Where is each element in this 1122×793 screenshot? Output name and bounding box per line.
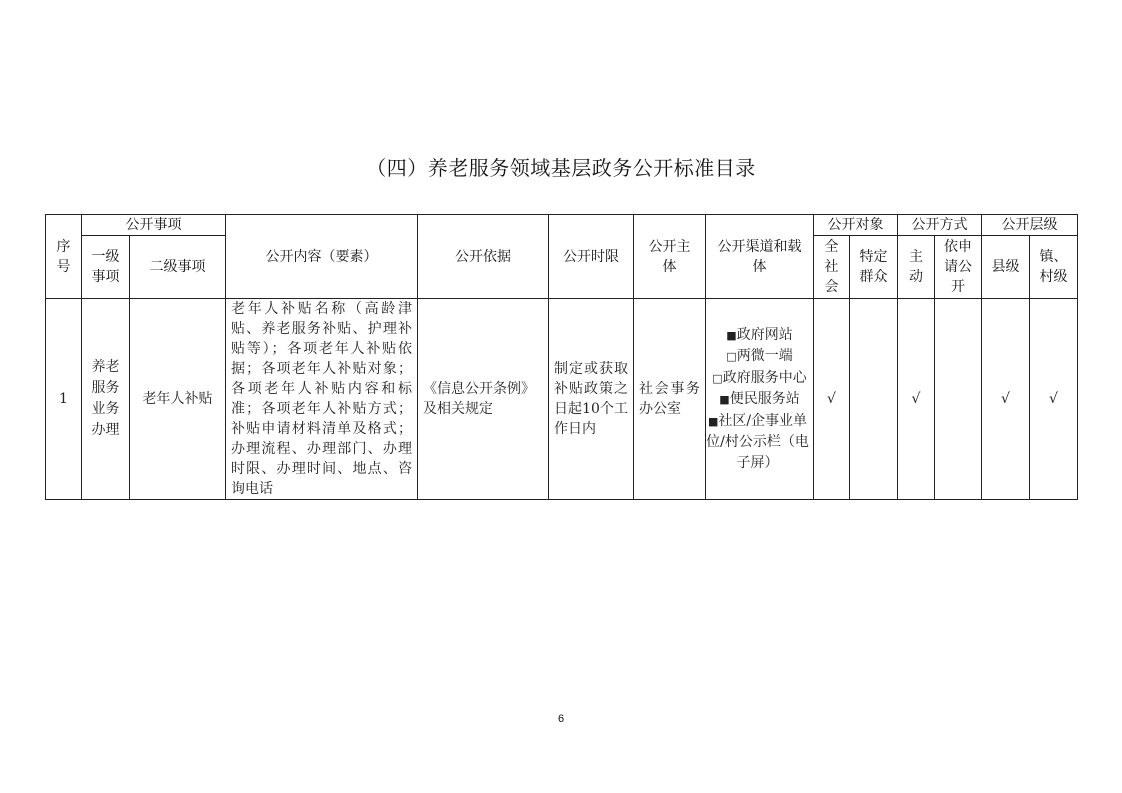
- filled-square-icon: ■: [726, 328, 737, 342]
- header-subject: 公开主体: [634, 215, 706, 299]
- channel-item: ■便民服务站: [719, 391, 800, 408]
- header-level1: 一级事项: [82, 236, 130, 299]
- header-level-group: 公开层级: [982, 215, 1078, 236]
- row-level-town: √: [1030, 299, 1078, 500]
- header-method-request: 依申请公开: [935, 236, 982, 299]
- header-target-group: 公开对象: [814, 215, 898, 236]
- table-row: [46, 299, 1078, 500]
- row-target-specific: [850, 299, 898, 500]
- channel-item: □政府服务中心: [712, 369, 807, 386]
- row-basis: 《信息公开条例》及相关规定: [418, 299, 549, 500]
- filled-square-icon: ■: [719, 393, 730, 407]
- empty-square-icon: □: [712, 371, 723, 385]
- header-target-specific: 特定群众: [850, 236, 898, 299]
- header-seq: 序号: [46, 215, 82, 299]
- header-basis: 公开依据: [418, 215, 549, 299]
- header-time-limit: 公开时限: [549, 215, 634, 299]
- row-method-active: √: [898, 299, 935, 500]
- header-channel: 公开渠道和载体: [706, 215, 814, 299]
- row-method-request: [935, 299, 982, 500]
- header-level2: 二级事项: [130, 236, 226, 299]
- row-content: 老年人补贴名称（高龄津贴、养老服务补贴、护理补贴等）；各项老年人补贴依据；各项老年人补贴对象；各项老年人补贴内容和标准；各项老年人补贴方式；补贴申请材料清单及格式；办理流程、办理部门、办理时限、办理时间、地点、咨询电话: [226, 299, 418, 500]
- row-seq: 1: [46, 299, 82, 500]
- document-title: （四）养老服务领域基层政务公开标准目录: [366, 156, 756, 180]
- header-target-all: 全社会: [814, 236, 850, 299]
- channel-item: □两微一端: [726, 348, 793, 365]
- row-level2: 老年人补贴: [130, 299, 226, 500]
- page-number: 6: [557, 713, 565, 725]
- standards-table: [45, 214, 1078, 500]
- header-method-group: 公开方式: [898, 215, 982, 236]
- empty-square-icon: □: [726, 350, 737, 364]
- row-subject: 社会事务办公室: [634, 299, 706, 500]
- header-method-active: 主动: [898, 236, 935, 299]
- header-content: 公开内容（要素）: [226, 215, 418, 299]
- header-level-county: 县级: [982, 236, 1030, 299]
- filled-square-icon: ■: [707, 414, 719, 428]
- channel-item: ■政府网站: [726, 326, 793, 343]
- row-level1: 养老服务业务办理: [82, 299, 130, 500]
- row-time-limit: 制定或获取补贴政策之日起10个工作日内: [549, 299, 634, 500]
- header-level-town: 镇、村级: [1030, 236, 1078, 299]
- channel-item: ■社区/企事业单位/村公示栏（电子屏）: [706, 412, 809, 471]
- header-item-group: 公开事项: [82, 215, 226, 236]
- row-channels: [706, 299, 814, 500]
- row-level-county: √: [982, 299, 1030, 500]
- row-target-all: √: [814, 299, 850, 500]
